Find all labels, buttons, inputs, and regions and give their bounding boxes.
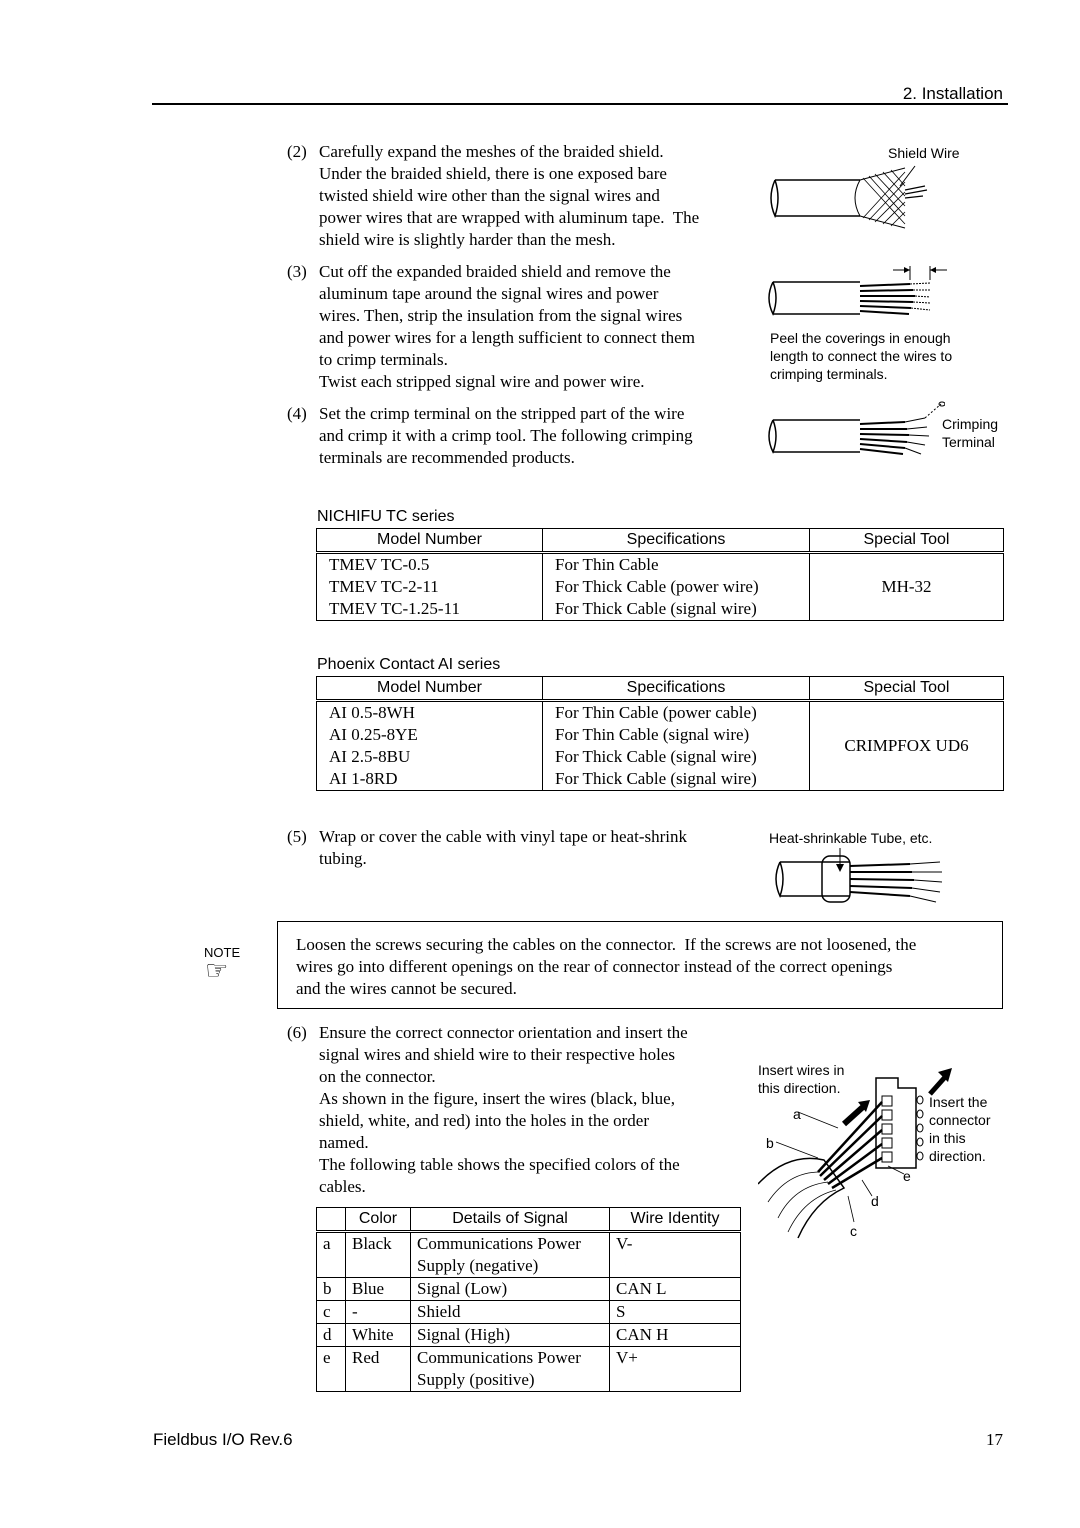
line: connector	[929, 1112, 991, 1128]
step-number: (4)	[287, 404, 307, 423]
line: The following table shows the specified colors of the	[319, 1155, 680, 1174]
step-number: (6)	[287, 1023, 307, 1042]
cell: TMEV TC-2-11	[329, 577, 439, 596]
phoenix-table-title: Phoenix Contact AI series	[317, 656, 501, 673]
heat-shrink-figure	[770, 846, 950, 912]
header-cell: Model Number	[317, 677, 543, 701]
line: tubing.	[319, 849, 367, 868]
label-c: c	[850, 1223, 857, 1239]
step-number: (5)	[287, 827, 307, 846]
shield-wire-figure	[765, 160, 935, 240]
label-a: a	[793, 1106, 801, 1122]
cell: Communications Power Supply (negative)	[411, 1232, 610, 1278]
line: twisted shield wire other than the signal wires and	[319, 186, 660, 205]
phoenix-table	[316, 676, 1004, 791]
line: shield wire is slightly harder than the mesh.	[319, 230, 616, 249]
cell: e	[317, 1347, 346, 1392]
line: Crimping	[942, 416, 999, 432]
table-row	[317, 1347, 741, 1392]
crimp-terminal-figure	[765, 398, 945, 468]
cell: -	[346, 1301, 411, 1324]
line: Set the crimp terminal on the stripped part of the wire	[319, 404, 685, 423]
cell: AI 0.25-8YE	[329, 725, 418, 744]
header-cell: Special Tool	[810, 677, 1004, 701]
cell: For Thick Cable (signal wire)	[543, 598, 810, 621]
table-row	[317, 1301, 741, 1324]
header-cell: Specifications	[543, 529, 810, 553]
step-6-text	[319, 1022, 749, 1198]
footer-title: Fieldbus I/O Rev.6	[153, 1430, 293, 1449]
step-2-text	[319, 141, 759, 251]
crimping-caption	[942, 415, 998, 451]
cell: For Thick Cable (power wire)	[543, 576, 810, 598]
label-d: d	[871, 1193, 879, 1209]
peel-caption	[770, 329, 952, 383]
header-cell: Specifications	[543, 677, 810, 701]
cell: a	[317, 1232, 346, 1278]
line: Peel the coverings in enough	[770, 330, 951, 346]
nichifu-table	[316, 528, 1004, 621]
cell: White	[346, 1324, 411, 1347]
line: Under the braided shield, there is one exposed bare	[319, 164, 667, 183]
pointing-hand-icon: ☞	[205, 956, 229, 986]
line: crimping terminals.	[770, 366, 888, 382]
line: length to connect the wires to	[770, 348, 953, 364]
table-row	[317, 553, 1004, 577]
header-cell	[317, 1208, 346, 1232]
line: Cut off the expanded braided shield and remove the	[319, 262, 671, 281]
shield-wire-caption: Shield Wire	[888, 145, 960, 161]
header-cell: Model Number	[317, 529, 543, 553]
cell: b	[317, 1278, 346, 1301]
cell: For Thick Cable (signal wire)	[543, 768, 810, 791]
label-e: e	[903, 1168, 911, 1184]
cell: CAN L	[610, 1278, 741, 1301]
line: and power wires for a length sufficient to connect them	[319, 328, 695, 347]
cell: For Thin Cable (power cable)	[543, 701, 810, 725]
heat-shrink-caption: Heat-shrinkable Tube, etc.	[769, 830, 933, 846]
table-row	[317, 1232, 741, 1278]
note-box	[277, 921, 1003, 1009]
label-b: b	[766, 1135, 774, 1151]
line: and the wires cannot be secured.	[296, 979, 517, 998]
step-number: (2)	[287, 142, 307, 161]
cell: Signal (High)	[411, 1324, 610, 1347]
page-number: 17	[986, 1430, 1003, 1449]
note-label: NOTE	[204, 945, 241, 960]
line: this direction.	[758, 1080, 841, 1096]
line: cables.	[319, 1177, 366, 1196]
line: Wrap or cover the cable with vinyl tape or heat-shrink	[319, 827, 687, 846]
header-cell: Color	[346, 1208, 411, 1232]
cell: TMEV TC-1.25-11	[329, 599, 460, 618]
line: As shown in the figure, insert the wires (black, blue,	[319, 1089, 675, 1108]
cell: AI 1-8RD	[329, 769, 398, 788]
table-header-row	[317, 1208, 741, 1232]
header-cell: Wire Identity	[610, 1208, 741, 1232]
connector-figure	[758, 1062, 958, 1242]
line: Carefully expand the meshes of the braided shield.	[319, 142, 664, 161]
tool-cell: CRIMPFOX UD6	[810, 701, 1004, 791]
line: Insert the	[929, 1094, 988, 1110]
line: aluminum tape around the signal wires and power	[319, 284, 659, 303]
cell: Signal (Low)	[411, 1278, 610, 1301]
step-5-text	[319, 826, 759, 870]
line: shield, white, and red) into the holes in the order	[319, 1111, 649, 1130]
cell: TMEV TC-0.5	[329, 555, 430, 574]
line: in this	[929, 1130, 966, 1146]
table-row	[317, 1324, 741, 1347]
cell: AI 0.5-8WH	[329, 703, 415, 722]
header-rule	[152, 103, 1008, 105]
cell: Blue	[346, 1278, 411, 1301]
nichifu-table-title: NICHIFU TC series	[317, 508, 455, 525]
cell: For Thin Cable (signal wire)	[543, 724, 810, 746]
cell: CAN H	[610, 1324, 741, 1347]
line: power wires that are wrapped with aluminum tape. The	[319, 208, 700, 227]
cell: Shield	[411, 1301, 610, 1324]
line: signal wires and shield wire to their respective holes	[319, 1045, 675, 1064]
section-header: 2. Installation	[902, 84, 1003, 103]
table-row	[317, 1278, 741, 1301]
step-3-text	[319, 261, 759, 393]
line: Twist each stripped signal wire and power wire.	[319, 372, 645, 391]
cell: d	[317, 1324, 346, 1347]
cell: V+	[610, 1347, 741, 1392]
cell: Red	[346, 1347, 411, 1392]
cell: c	[317, 1301, 346, 1324]
line: and crimp it with a crimp tool. The following crimping	[319, 426, 693, 445]
cell: Black	[346, 1232, 411, 1278]
cell: For Thick Cable (signal wire)	[543, 746, 810, 768]
line: Insert wires in	[758, 1062, 845, 1078]
line: terminals are recommended products.	[319, 448, 575, 467]
line: wires go into different openings on the rear of connector instead of the correct openings	[296, 957, 893, 976]
step-4-text	[319, 403, 759, 469]
table-header-row	[317, 529, 1004, 553]
table-row	[317, 701, 1004, 725]
line: wires. Then, strip the insulation from the signal wires	[319, 306, 683, 325]
table-header-row	[317, 677, 1004, 701]
header-cell: Special Tool	[810, 529, 1004, 553]
line: Ensure the correct connector orientation and insert the	[319, 1023, 688, 1042]
line: Terminal	[942, 434, 995, 450]
line: to crimp terminals.	[319, 350, 448, 369]
header-cell: Details of Signal	[411, 1208, 610, 1232]
cell: V-	[610, 1232, 741, 1278]
tool-cell: MH-32	[810, 553, 1004, 621]
stripped-wire-figure	[765, 258, 955, 328]
step-number: (3)	[287, 262, 307, 281]
line: named.	[319, 1133, 369, 1152]
line: direction.	[929, 1148, 986, 1164]
line: on the connector.	[319, 1067, 436, 1086]
note-text	[296, 934, 916, 1000]
cell: Communications Power Supply (positive)	[411, 1347, 610, 1392]
line: Loosen the screws securing the cables on the connector. If the screws are not loosened, the	[296, 935, 917, 954]
wire-color-table	[316, 1207, 741, 1392]
cell: For Thin Cable	[543, 553, 810, 577]
cell: AI 2.5-8BU	[329, 747, 411, 766]
cell: S	[610, 1301, 741, 1324]
